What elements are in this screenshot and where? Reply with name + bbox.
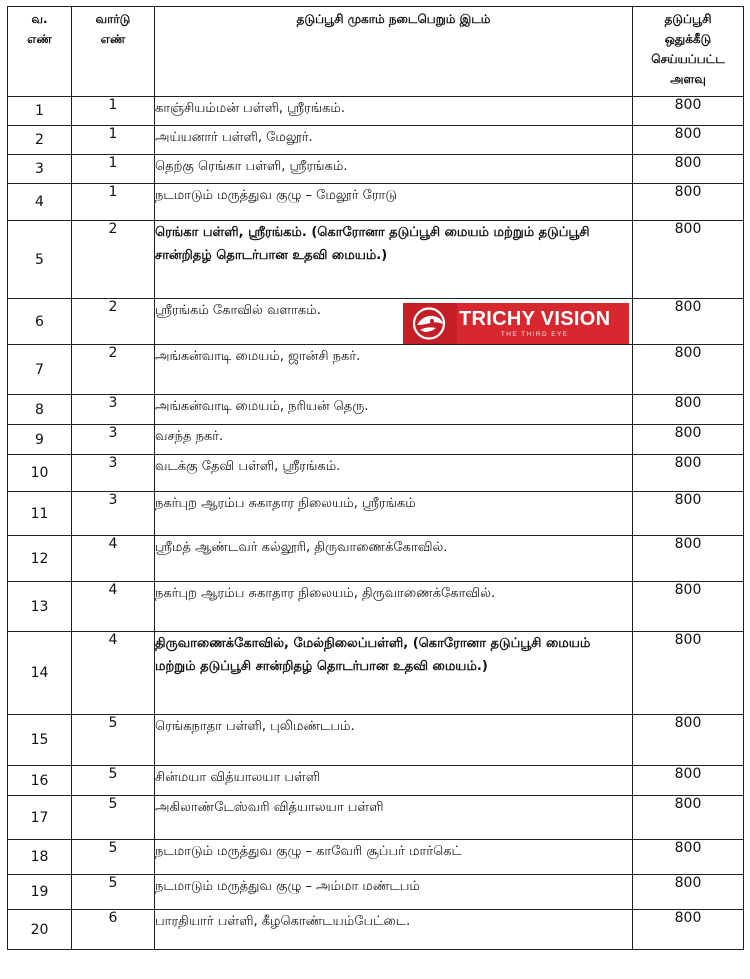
cell-ward-number: 3 — [72, 492, 155, 536]
cell-allocated-doses: 800 — [633, 536, 744, 582]
cell-serial-number: 11 — [8, 492, 72, 536]
table-row — [8, 345, 744, 395]
cell-serial-number: 9 — [8, 425, 72, 455]
cell-serial-number: 4 — [8, 184, 72, 221]
header-camp-location: தடுப்பூசி முகாம் நடைபெறும் இடம் — [155, 7, 633, 97]
cell-allocated-doses: 800 — [633, 126, 744, 155]
cell-serial-number: 13 — [8, 582, 72, 632]
cell-serial-number: 8 — [8, 395, 72, 425]
cell-ward-number: 3 — [72, 395, 155, 425]
cell-camp-location: அங்கன்வாடி மையம், நரியன் தெரு. — [155, 395, 633, 425]
cell-ward-number: 4 — [72, 582, 155, 632]
cell-camp-location: காஞ்சியம்மன் பள்ளி, ஸ்ரீரங்கம். — [155, 97, 633, 126]
cell-serial-number: 10 — [8, 455, 72, 492]
watermark-tagline: THE THIRD EYE — [500, 331, 569, 338]
cell-allocated-doses: 800 — [633, 715, 744, 766]
cell-serial-number: 6 — [8, 299, 72, 345]
cell-ward-number: 5 — [72, 715, 155, 766]
cell-serial-number: 1 — [8, 97, 72, 126]
table-row — [8, 299, 744, 345]
cell-allocated-doses: 800 — [633, 910, 744, 950]
cell-allocated-doses: 800 — [633, 184, 744, 221]
cell-allocated-doses: 800 — [633, 582, 744, 632]
cell-serial-number: 12 — [8, 536, 72, 582]
table-row — [8, 97, 744, 126]
cell-camp-location: தெற்கு ரெங்கா பள்ளி, ஸ்ரீரங்கம். — [155, 155, 633, 184]
table-row — [8, 536, 744, 582]
cell-serial-number: 17 — [8, 796, 72, 840]
cell-camp-location: வசந்த நகர். — [155, 425, 633, 455]
cell-camp-location: திருவாணைக்கோவில், மேல்நிலைப்பள்ளி, (கொரோனா தடுப்பூசி மையம் மற்றும் தடுப்பூசி சான்றிதழ் தொடர்பான உதவி மையம்.) — [155, 632, 633, 715]
table-row — [8, 455, 744, 492]
cell-camp-location: நகர்புற ஆரம்ப சுகாதார நிலையம், திருவாணைக்கோவில். — [155, 582, 633, 632]
cell-camp-location: நடமாடும் மருத்துவ குழு – மேலூர் ரோடு — [155, 184, 633, 221]
table-row — [8, 184, 744, 221]
cell-camp-location: அய்யனார் பள்ளி, மேலூர். — [155, 126, 633, 155]
table-row — [8, 910, 744, 950]
watermark-title: TRICHY VISION — [459, 308, 611, 330]
cell-serial-number: 14 — [8, 632, 72, 715]
cell-ward-number: 1 — [72, 155, 155, 184]
cell-ward-number: 6 — [72, 910, 155, 950]
cell-serial-number: 3 — [8, 155, 72, 184]
table-row — [8, 632, 744, 715]
header-ward-number: வார்டு எண் — [72, 7, 155, 97]
cell-ward-number: 2 — [72, 345, 155, 395]
cell-ward-number: 4 — [72, 536, 155, 582]
vaccination-camp-table — [7, 6, 744, 950]
table-row — [8, 221, 744, 299]
cell-camp-location: நடமாடும் மருத்துவ குழு – அம்மா மண்டபம் — [155, 875, 633, 910]
cell-camp-location: சின்மயா வித்யாலயா பள்ளி — [155, 766, 633, 796]
header-serial-number: வ. எண் — [8, 7, 72, 97]
cell-allocated-doses: 800 — [633, 395, 744, 425]
cell-ward-number: 3 — [72, 455, 155, 492]
table-row — [8, 715, 744, 766]
cell-serial-number: 19 — [8, 875, 72, 910]
table-row — [8, 582, 744, 632]
cell-allocated-doses: 800 — [633, 492, 744, 536]
cell-allocated-doses: 800 — [633, 840, 744, 875]
cell-allocated-doses: 800 — [633, 632, 744, 715]
table-row — [8, 766, 744, 796]
table-row — [8, 155, 744, 184]
cell-camp-location: வடக்கு தேவி பள்ளி, ஸ்ரீரங்கம். — [155, 455, 633, 492]
cell-serial-number: 2 — [8, 126, 72, 155]
table-row — [8, 840, 744, 875]
cell-serial-number: 20 — [8, 910, 72, 950]
cell-camp-location: பாரதியார் பள்ளி, கீழகொண்டயம்பேட்டை. — [155, 910, 633, 950]
cell-ward-number: 2 — [72, 299, 155, 345]
cell-allocated-doses: 800 — [633, 875, 744, 910]
table-row — [8, 395, 744, 425]
cell-ward-number: 1 — [72, 184, 155, 221]
cell-camp-location: ரெங்கநாதா பள்ளி, புலிமண்டபம். — [155, 715, 633, 766]
cell-ward-number: 5 — [72, 840, 155, 875]
cell-allocated-doses: 800 — [633, 97, 744, 126]
cell-ward-number: 4 — [72, 632, 155, 715]
cell-ward-number: 3 — [72, 425, 155, 455]
cell-ward-number: 5 — [72, 796, 155, 840]
header-allocated-doses: தடுப்பூசி ஒதுக்கீடு செய்யப்பட்ட அளவு — [633, 7, 744, 97]
cell-camp-location: நகர்புற ஆரம்ப சுகாதார நிலையம், ஸ்ரீரங்கம் — [155, 492, 633, 536]
cell-camp-location: அகிலாண்டேஸ்வரி வித்யாலயா பள்ளி — [155, 796, 633, 840]
cell-allocated-doses: 800 — [633, 455, 744, 492]
table-row — [8, 126, 744, 155]
cell-serial-number: 18 — [8, 840, 72, 875]
table-header-row — [8, 7, 744, 97]
cell-serial-number: 15 — [8, 715, 72, 766]
cell-ward-number: 5 — [72, 875, 155, 910]
cell-serial-number: 16 — [8, 766, 72, 796]
cell-camp-location: நடமாடும் மருத்துவ குழு – காவேரி சூப்பர் மார்கெட் — [155, 840, 633, 875]
cell-serial-number: 7 — [8, 345, 72, 395]
table-row — [8, 796, 744, 840]
trichy-vision-watermark — [403, 303, 629, 344]
cell-allocated-doses: 800 — [633, 345, 744, 395]
cell-ward-number: 5 — [72, 766, 155, 796]
tiger-eye-icon — [403, 303, 457, 344]
table-row — [8, 875, 744, 910]
cell-allocated-doses: 800 — [633, 766, 744, 796]
table-row — [8, 425, 744, 455]
cell-allocated-doses: 800 — [633, 155, 744, 184]
cell-camp-location: ஸ்ரீரங்கம் கோவில் வளாகம். — [155, 299, 633, 345]
cell-camp-location: ஸ்ரீமத் ஆண்டவர் கல்லூரி, திருவாணைக்கோவில். — [155, 536, 633, 582]
cell-serial-number: 5 — [8, 221, 72, 299]
cell-camp-location: ரெங்கா பள்ளி, ஸ்ரீரங்கம். (கொரோனா தடுப்பூசி மையம் மற்றும் தடுப்பூசி சான்றிதழ் தொடர்பான உதவி மையம்.) — [155, 221, 633, 299]
cell-allocated-doses: 800 — [633, 425, 744, 455]
cell-allocated-doses: 800 — [633, 796, 744, 840]
table-row — [8, 492, 744, 536]
cell-camp-location: அங்கன்வாடி மையம், ஜான்சி நகர். — [155, 345, 633, 395]
cell-allocated-doses: 800 — [633, 221, 744, 299]
cell-ward-number: 1 — [72, 126, 155, 155]
cell-ward-number: 2 — [72, 221, 155, 299]
cell-allocated-doses: 800 — [633, 299, 744, 345]
cell-ward-number: 1 — [72, 97, 155, 126]
